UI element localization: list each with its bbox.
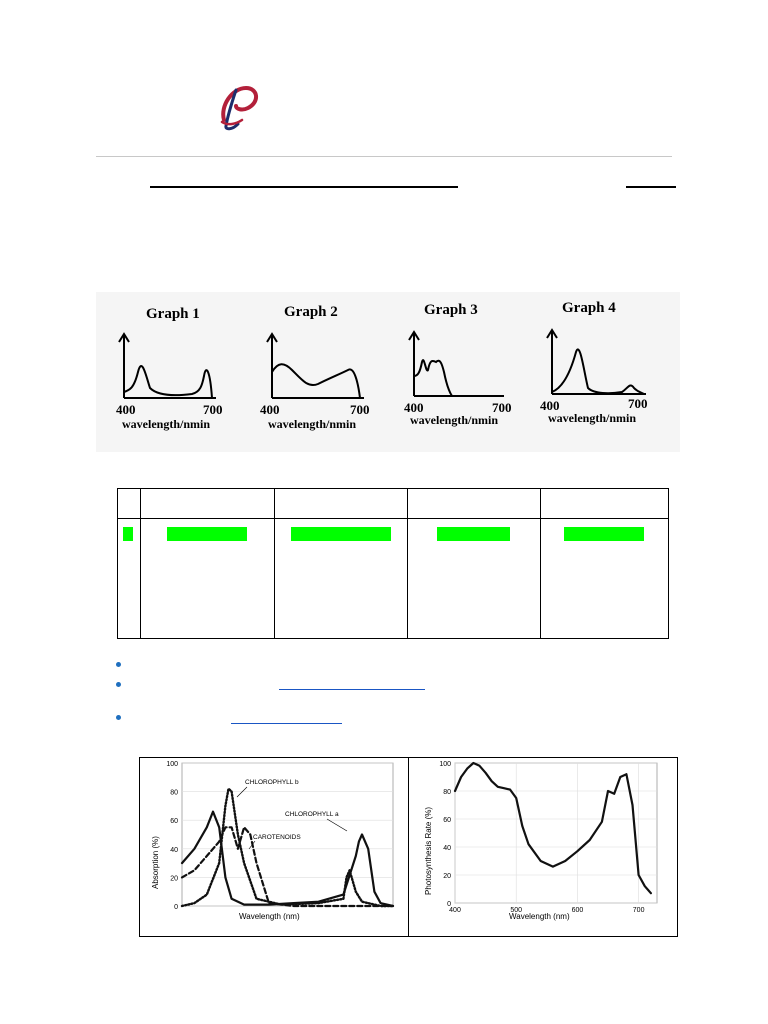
y-tick-label: 40 <box>170 846 178 854</box>
x-tick-label: 400 <box>449 907 461 914</box>
header-cell <box>118 489 141 519</box>
right-axis-ticks <box>439 761 657 914</box>
graph-2-xlabel: wavelength/nmin <box>268 417 357 431</box>
graph-3-xlabel: wavelength/nmin <box>410 413 499 427</box>
highlight-mark <box>564 527 644 541</box>
bullet-marker <box>116 682 121 687</box>
left-series <box>182 789 393 906</box>
graph-3-title: Graph 3 <box>424 302 478 318</box>
graph-4-xstart: 400 <box>540 398 560 413</box>
y-tick-label: 100 <box>166 761 178 768</box>
table-cell <box>408 519 541 639</box>
graph-4 <box>540 300 648 425</box>
y-tick-label: 0 <box>174 904 178 911</box>
graph-4-xend: 700 <box>628 396 648 411</box>
graph-1-xlabel: wavelength/nmin <box>122 417 211 431</box>
table-cell <box>275 519 408 639</box>
y-tick-label: 40 <box>443 845 451 852</box>
highlight-mark <box>167 527 247 541</box>
graph-1-xend: 700 <box>203 402 223 417</box>
y-tick-label: 60 <box>170 818 178 826</box>
bullet-marker <box>116 662 121 667</box>
graph-1-xstart: 400 <box>116 402 136 417</box>
graph-3 <box>404 302 512 427</box>
logo-icon <box>214 76 264 132</box>
graph-3-xend: 700 <box>492 400 512 415</box>
label-carotenoids: CAROTENOIDS <box>253 834 301 841</box>
table-cell <box>541 519 669 639</box>
header-divider <box>96 156 672 157</box>
right-xlabel: Wavelength (nm) <box>509 912 570 921</box>
header-cell <box>541 489 669 519</box>
left-xlabel: Wavelength (nm) <box>239 912 300 921</box>
x-tick-label: 700 <box>632 907 645 914</box>
highlight-mark <box>123 527 133 541</box>
x-tick-label: 600 <box>571 907 584 914</box>
graph-2-xstart: 400 <box>260 402 280 417</box>
right-series <box>455 763 651 893</box>
y-tick-label: 80 <box>170 789 178 797</box>
table-cell <box>118 519 141 639</box>
answer-table <box>117 488 669 639</box>
graph-4-title: Graph 4 <box>562 300 616 316</box>
graph-2-title: Graph 2 <box>284 304 338 320</box>
graph-1-title: Graph 1 <box>146 306 200 322</box>
graph-1 <box>116 306 223 431</box>
graph-4-xlabel: wavelength/nmin <box>548 411 637 425</box>
spectra-charts <box>139 757 677 937</box>
header-cell <box>275 489 408 519</box>
marks-underline <box>626 186 676 188</box>
right-ylabel: Photosynthesis Rate (%) <box>424 806 433 895</box>
sketch-graphs <box>96 292 680 452</box>
y-tick-label: 0 <box>447 901 451 908</box>
highlight-mark <box>437 527 510 541</box>
graph-3-xstart: 400 <box>404 400 424 415</box>
header-cell <box>408 489 541 519</box>
label-chlorophyll-b: CHLOROPHYLL b <box>245 779 299 786</box>
highlight-mark <box>291 527 391 541</box>
link-underline[interactable] <box>231 723 342 724</box>
left-ylabel: Absorption (%) <box>151 836 160 889</box>
x-tick-label: 500 <box>510 907 523 914</box>
y-tick-label: 100 <box>439 761 451 768</box>
y-tick-label: 20 <box>170 875 178 883</box>
graph-2 <box>260 304 370 431</box>
y-tick-label: 60 <box>443 817 451 824</box>
y-tick-label: 20 <box>443 873 451 880</box>
link-underline[interactable] <box>279 689 425 690</box>
label-chlorophyll-a: CHLOROPHYLL a <box>285 811 339 818</box>
y-tick-label: 80 <box>443 789 451 796</box>
bullet-marker <box>116 715 121 720</box>
series-line-0 <box>455 763 651 893</box>
graph-2-xend: 700 <box>350 402 370 417</box>
chlorophyll-a-line <box>182 812 393 906</box>
title-underline <box>150 186 458 188</box>
header-cell <box>141 489 275 519</box>
table-cell <box>141 519 275 639</box>
